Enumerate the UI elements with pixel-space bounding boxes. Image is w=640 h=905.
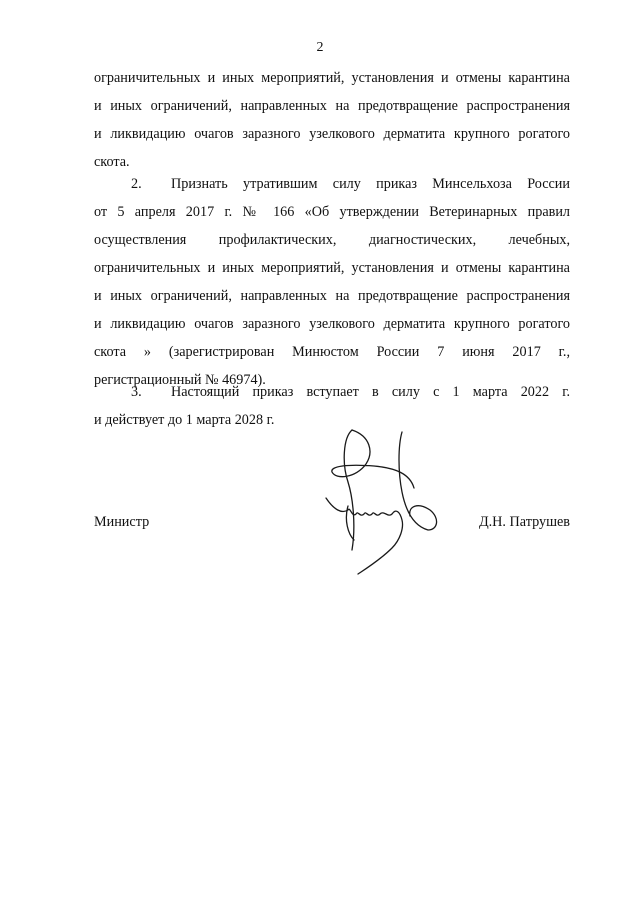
page-number: 2 [316,40,324,55]
text-line: и иных ограничений, направленных на предотвращение распространения [94,98,570,114]
item-2-first-line-text: Признать утратившим силу приказ Минсельхоза России [171,176,570,192]
paragraph-continued [94,64,570,176]
text-line: скота. [94,154,130,170]
text-line: и ликвидацию очагов заразного узелкового дерматита крупного рогатого [94,126,570,142]
text-line: ограничительных и иных мероприятий, установления и отмены карантина [94,260,570,276]
text-line: от 5 апреля 2017 г. № 166 «Об утверждении Ветеринарных правил [94,204,570,220]
item-number: 3. [131,384,142,400]
text-line: ограничительных и иных мероприятий, установления и отмены карантина [94,70,570,86]
handwritten-signature [318,422,444,580]
text-line: и иных ограничений, направленных на предотвращение распространения [94,288,570,304]
item-3-first-line [94,378,570,406]
text-line: осуществления профилактических, диагностических, лечебных, [94,232,570,248]
item-2-paragraph [94,170,570,394]
item-3-first-line-text: Настоящий приказ вступает в силу с 1 марта 2022 г. [171,384,570,400]
text-line: и действует до 1 марта 2028 г. [94,412,275,428]
signatory-name: Д.Н. Патрушев [478,514,570,530]
text-line: скота » (зарегистрирован Минюстом России 7 июня 2017 г., [94,344,570,360]
text-line: и ликвидацию очагов заразного узелкового дерматита крупного рогатого [94,316,570,332]
item-2-first-line [94,170,570,198]
item-number: 2. [131,176,142,192]
signatory-title: Министр [94,514,150,530]
signature-block [94,508,570,536]
text-line: регистрационный № 46974). [94,372,266,388]
